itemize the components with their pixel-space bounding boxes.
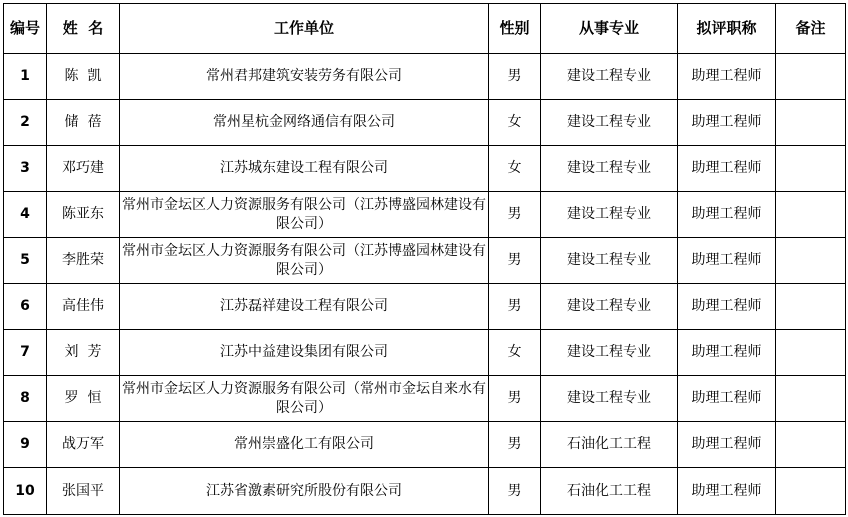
cell-sex: 男 [489,54,541,100]
cell-number: 6 [4,284,47,330]
cell-number: 5 [4,238,47,284]
cell-major: 建设工程专业 [541,330,678,376]
cell-sex: 女 [489,100,541,146]
cell-major: 建设工程专业 [541,146,678,192]
cell-remark [776,54,846,100]
cell-name: 战万军 [47,422,120,468]
table-header [4,4,846,54]
cell-sex: 女 [489,330,541,376]
table-row [4,330,846,376]
header-sex: 性别 [489,4,541,54]
cell-major: 建设工程专业 [541,192,678,238]
cell-number: 4 [4,192,47,238]
cell-number: 3 [4,146,47,192]
cell-remark [776,330,846,376]
table-row [4,284,846,330]
cell-work-unit: 常州星杭金网络通信有限公司 [120,100,489,146]
cell-proposed-title: 助理工程师 [678,330,776,376]
table-row [4,100,846,146]
cell-work-unit: 常州君邦建筑安装劳务有限公司 [120,54,489,100]
cell-proposed-title: 助理工程师 [678,422,776,468]
cell-sex: 男 [489,468,541,515]
cell-remark [776,284,846,330]
cell-sex: 男 [489,284,541,330]
cell-remark [776,238,846,284]
header-proposed-title: 拟评职称 [678,4,776,54]
cell-major: 石油化工工程 [541,468,678,515]
cell-remark [776,146,846,192]
cell-name: 邓巧建 [47,146,120,192]
cell-remark [776,422,846,468]
header-number: 编号 [4,4,47,54]
cell-name: 刘 芳 [47,330,120,376]
cell-remark [776,468,846,515]
cell-number: 10 [4,468,47,515]
cell-sex: 男 [489,422,541,468]
cell-major: 建设工程专业 [541,284,678,330]
cell-name: 李胜荣 [47,238,120,284]
cell-proposed-title: 助理工程师 [678,146,776,192]
cell-sex: 男 [489,376,541,422]
header-major: 从事专业 [541,4,678,54]
cell-sex: 男 [489,238,541,284]
cell-number: 2 [4,100,47,146]
cell-major: 建设工程专业 [541,376,678,422]
cell-major: 石油化工工程 [541,422,678,468]
cell-name: 储 蓓 [47,100,120,146]
cell-work-unit: 江苏磊祥建设工程有限公司 [120,284,489,330]
cell-proposed-title: 助理工程师 [678,54,776,100]
cell-sex: 女 [489,146,541,192]
cell-proposed-title: 助理工程师 [678,376,776,422]
header-remark: 备注 [776,4,846,54]
cell-name: 陈 凯 [47,54,120,100]
cell-name: 陈亚东 [47,192,120,238]
cell-work-unit: 江苏省激素研究所股份有限公司 [120,468,489,515]
table-row [4,54,846,100]
cell-proposed-title: 助理工程师 [678,238,776,284]
cell-name: 高佳伟 [47,284,120,330]
cell-number: 1 [4,54,47,100]
cell-major: 建设工程专业 [541,238,678,284]
cell-work-unit: 江苏城东建设工程有限公司 [120,146,489,192]
cell-number: 8 [4,376,47,422]
header-name: 姓 名 [47,4,120,54]
cell-proposed-title: 助理工程师 [678,192,776,238]
cell-major: 建设工程专业 [541,100,678,146]
table-row [4,192,846,238]
cell-name: 罗 恒 [47,376,120,422]
header-row [4,4,846,54]
header-work-unit: 工作单位 [120,4,489,54]
cell-work-unit: 常州崇盛化工有限公司 [120,422,489,468]
cell-work-unit: 常州市金坛区人力资源服务有限公司（江苏博盛园林建设有限公司） [120,192,489,238]
table-row [4,422,846,468]
table-row [4,238,846,284]
applicant-table [3,3,846,515]
table-row [4,376,846,422]
cell-remark [776,100,846,146]
cell-name: 张国平 [47,468,120,515]
cell-work-unit: 常州市金坛区人力资源服务有限公司（江苏博盛园林建设有限公司） [120,238,489,284]
table-body [4,54,846,515]
cell-work-unit: 常州市金坛区人力资源服务有限公司（常州市金坛自来水有限公司） [120,376,489,422]
table-row [4,468,846,515]
cell-sex: 男 [489,192,541,238]
cell-work-unit: 江苏中益建设集团有限公司 [120,330,489,376]
table-row [4,146,846,192]
cell-proposed-title: 助理工程师 [678,100,776,146]
cell-proposed-title: 助理工程师 [678,284,776,330]
cell-proposed-title: 助理工程师 [678,468,776,515]
cell-major: 建设工程专业 [541,54,678,100]
cell-number: 9 [4,422,47,468]
cell-remark [776,192,846,238]
cell-number: 7 [4,330,47,376]
cell-remark [776,376,846,422]
